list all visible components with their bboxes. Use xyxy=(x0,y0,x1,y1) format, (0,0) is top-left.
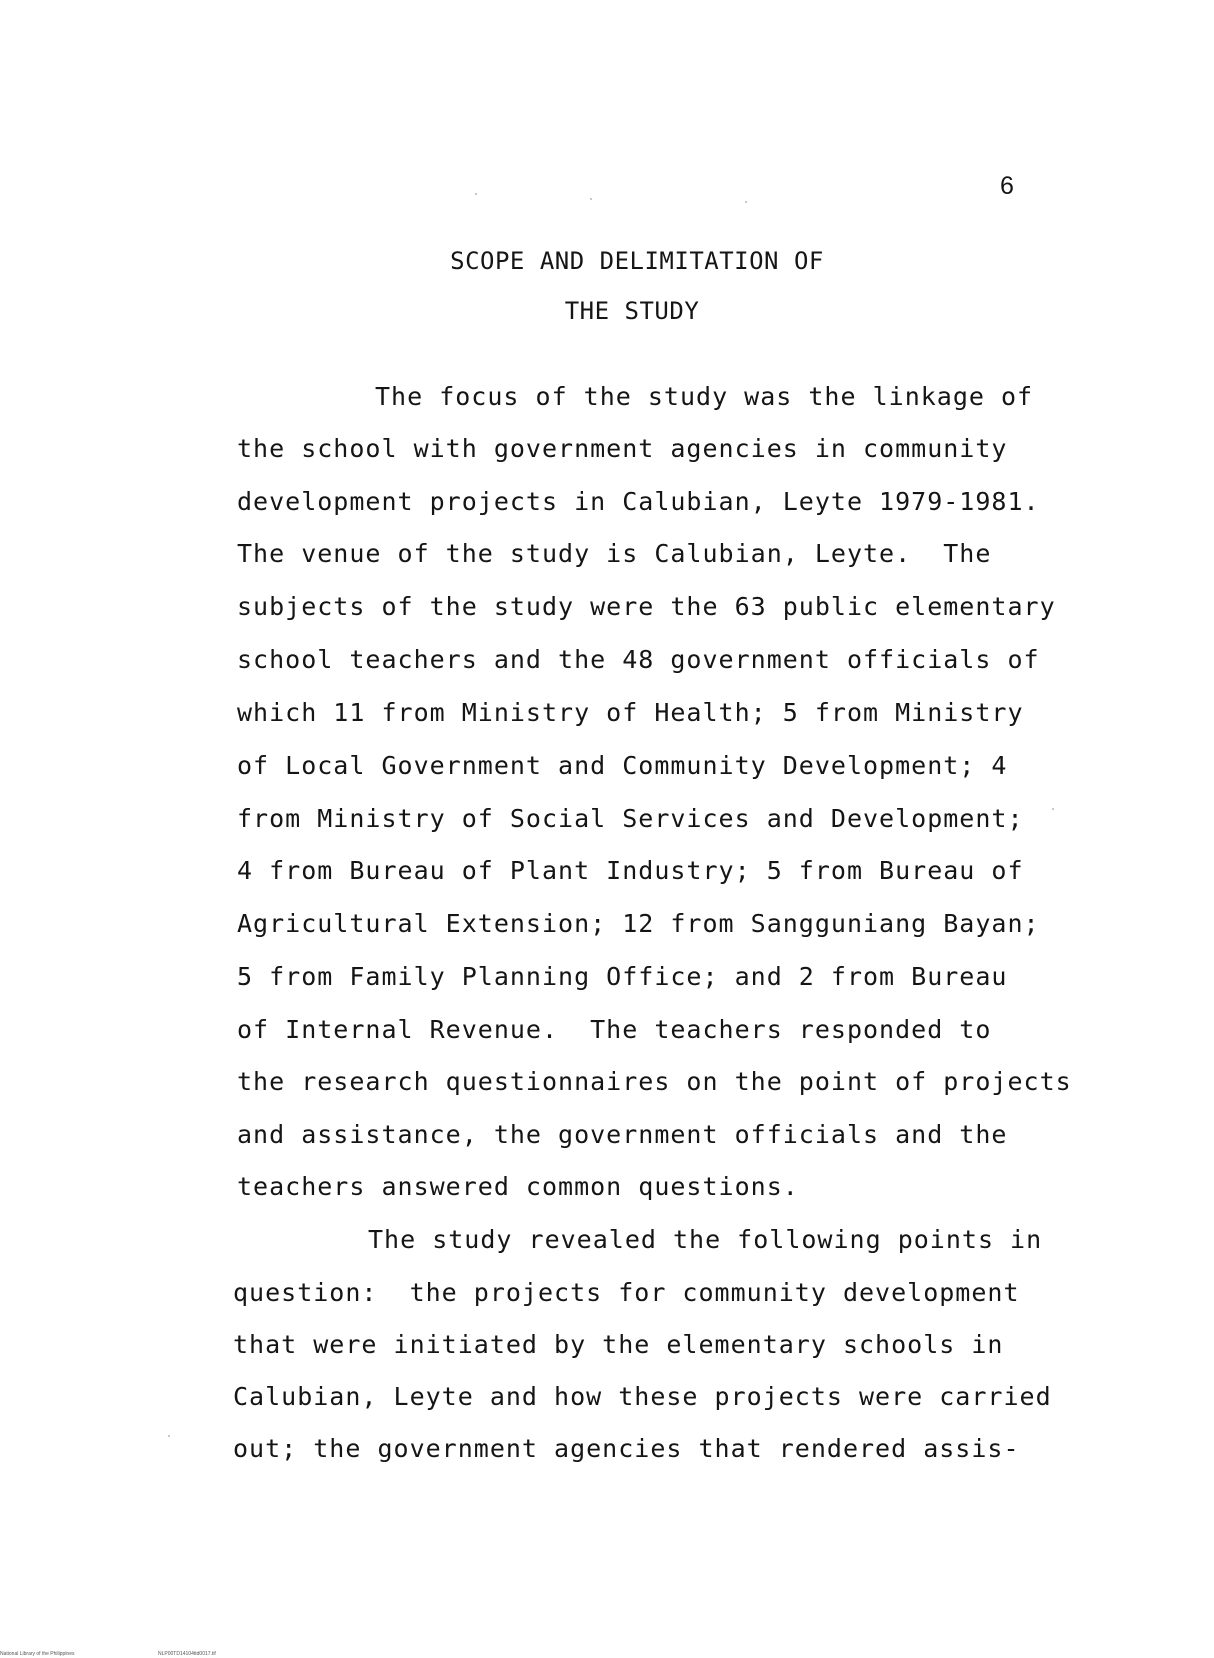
body-line: development projects in Calubian, Leyte 1979-1981. xyxy=(237,487,1040,516)
body-line: The venue of the study is Calubian, Leyte. The xyxy=(237,539,992,568)
section-title-line-1: SCOPE AND DELIMITATION OF xyxy=(450,247,824,275)
body-line: The study revealed the following points in xyxy=(368,1225,1043,1254)
body-line: teachers answered common questions. xyxy=(237,1172,799,1201)
scan-speck xyxy=(168,1435,170,1437)
body-line: of Local Government and Community Development; 4 xyxy=(237,751,1008,780)
body-line: Agricultural Extension; 12 from Sangguniang Bayan; xyxy=(237,909,1040,938)
scan-speck xyxy=(475,193,477,195)
body-line: 5 from Family Planning Office; and 2 from Bureau xyxy=(237,962,1008,991)
body-line: and assistance, the government officials and the xyxy=(237,1120,1008,1149)
scan-speck xyxy=(745,201,747,203)
body-line: of Internal Revenue. The teachers responded to xyxy=(237,1015,992,1044)
section-title-line-2: THE STUDY xyxy=(564,297,700,325)
body-line: from Ministry of Social Services and Development; xyxy=(237,804,1024,833)
footer-filename: NLP00TD14104ttd0017.tif xyxy=(158,1651,216,1657)
body-line: that were initiated by the elementary schools in xyxy=(233,1330,1004,1359)
body-line: which 11 from Ministry of Health; 5 from Ministry xyxy=(237,698,1024,727)
body-line: subjects of the study were the 63 public elementary xyxy=(237,592,1056,621)
body-line: the research questionnaires on the point of projects xyxy=(237,1067,1072,1096)
body-line: question: the projects for community development xyxy=(233,1278,1020,1307)
body-line: the school with government agencies in community xyxy=(237,434,1008,463)
body-line: out; the government agencies that rendered assis- xyxy=(233,1434,1020,1463)
body-line: school teachers and the 48 government officials of xyxy=(237,645,1040,674)
body-line: 4 from Bureau of Plant Industry; 5 from Bureau of xyxy=(237,856,1024,885)
footer-library: National Library of the Philippines xyxy=(0,1651,75,1657)
body-line: The focus of the study was the linkage of xyxy=(375,382,1034,411)
page-number: 6 xyxy=(1000,172,1014,200)
body-line: Calubian, Leyte and how these projects were carried xyxy=(233,1382,1052,1411)
scan-speck xyxy=(590,198,592,200)
scan-speck xyxy=(1052,808,1054,810)
